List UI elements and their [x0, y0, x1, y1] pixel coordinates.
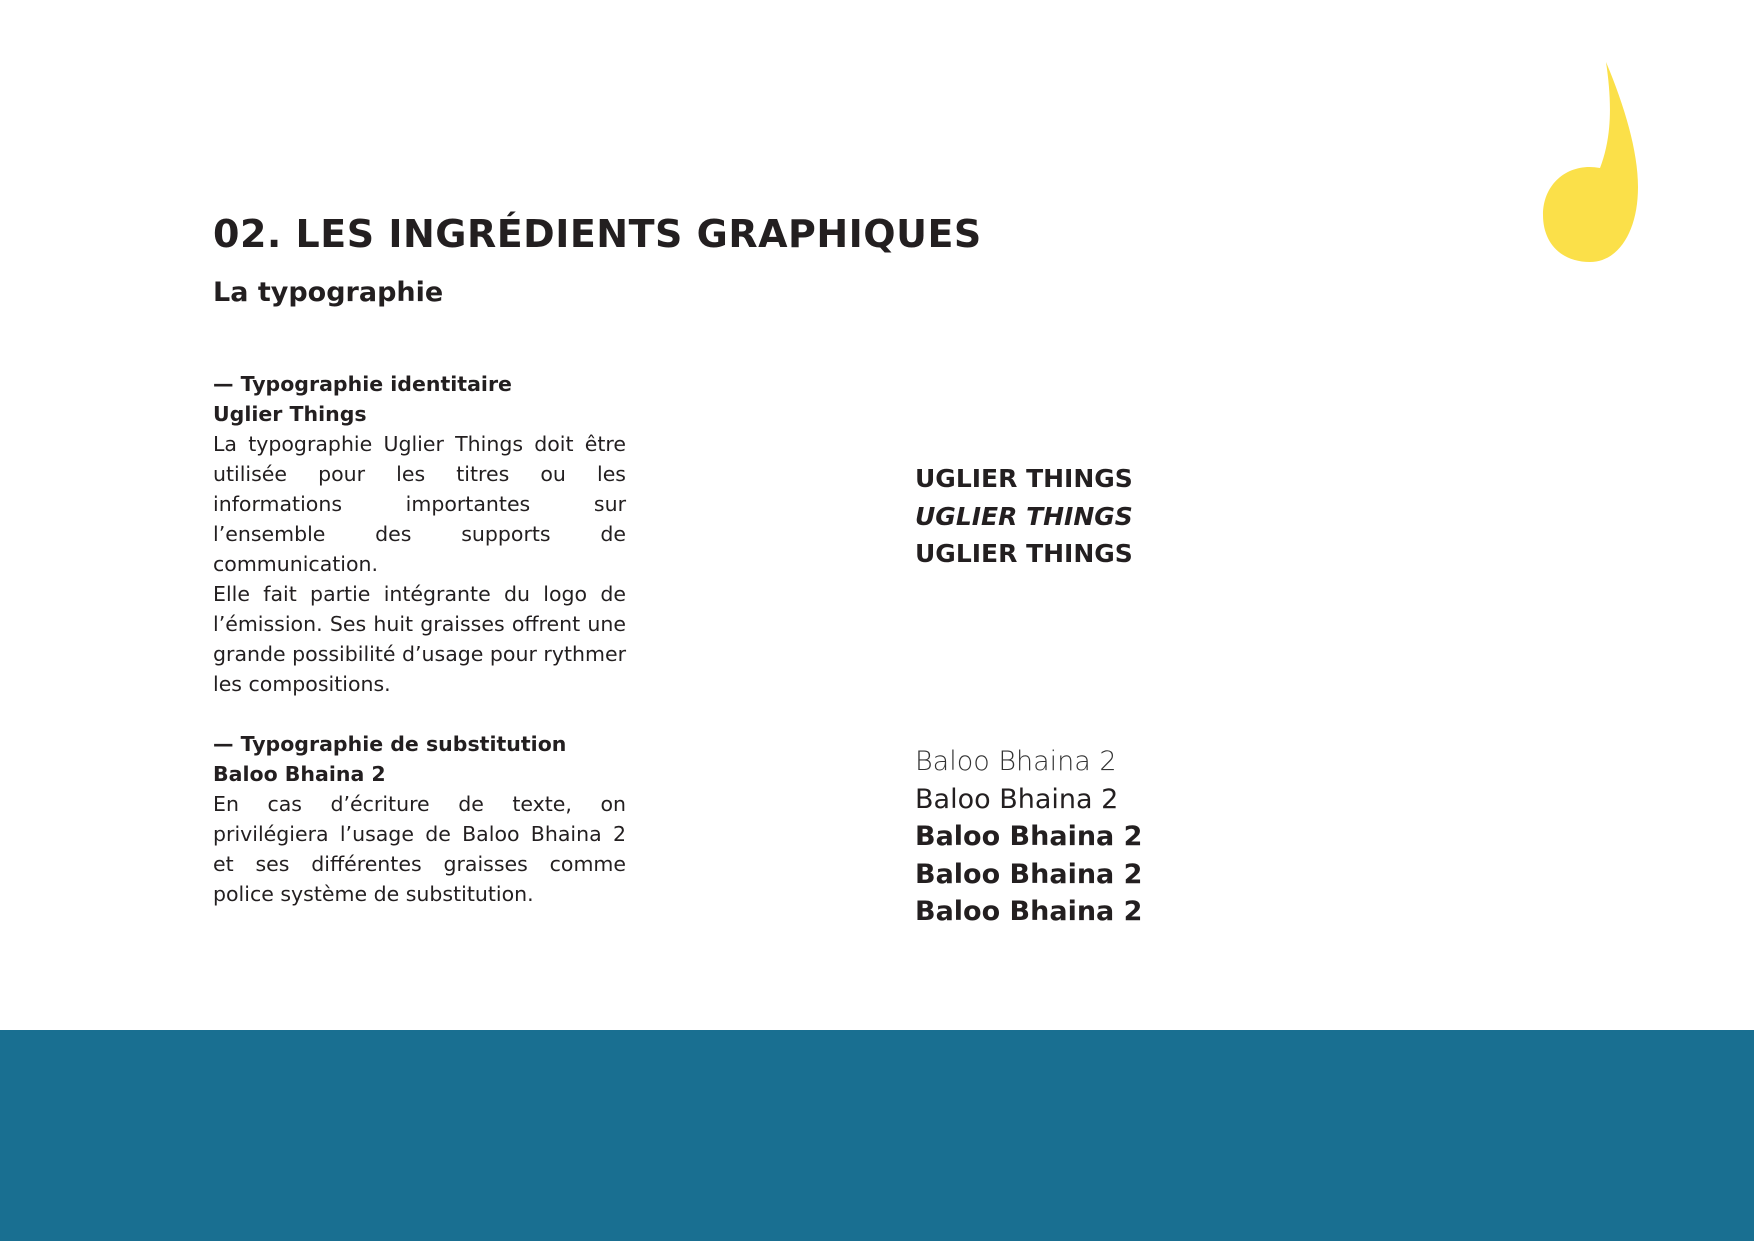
baloo-sample-bold: Baloo Bhaina 2	[915, 858, 1143, 890]
uglier-things-specimen	[915, 460, 1133, 573]
substitution-heading: — Typographie de substitution	[213, 732, 567, 756]
identity-paragraph-1: La typographie Uglier Things doit être utilisée pour les titres ou les informations importantes sur l’ensemble des supports de communication.	[213, 432, 626, 576]
baloo-sample-extrabold: Baloo Bhaina 2	[915, 896, 1143, 927]
substitution-font-name: Baloo Bhaina 2	[213, 762, 386, 786]
identity-paragraph-2: Elle fait partie intégrante du logo de l’émission. Ses huit graisses offrent une grande possibilité d’usage pour rythmer les compositions.	[213, 582, 627, 696]
substitution-typography-block	[213, 729, 626, 909]
substitution-paragraph: En cas d’écriture de texte, on privilégiera l’usage de Baloo Bhaina 2 et ses différentes graisses comme police système de substitution.	[213, 792, 626, 906]
baloo-sample-semibold: Baloo Bhaina 2	[915, 821, 1143, 852]
uglier-sample-regular: UGLIER THINGS	[915, 464, 1133, 493]
yellow-drop-logo	[1530, 62, 1650, 267]
identity-heading: — Typographie identitaire	[213, 372, 512, 396]
baloo-bhaina-specimen	[915, 743, 1142, 931]
uglier-sample-italic: UGLIER THINGS	[915, 501, 1133, 531]
identity-font-name: Uglier Things	[213, 402, 367, 426]
footer-band	[0, 1030, 1754, 1241]
baloo-sample-regular: Baloo Bhaina 2	[915, 746, 1117, 777]
uglier-sample-bold: UGLIER THINGS	[915, 539, 1133, 568]
section-subtitle: La typographie	[213, 277, 444, 308]
page-title: 02. LES INGRÉDIENTS GRAPHIQUES	[213, 212, 982, 256]
baloo-sample-medium: Baloo Bhaina 2	[915, 783, 1119, 815]
identity-typography-block	[213, 369, 626, 699]
